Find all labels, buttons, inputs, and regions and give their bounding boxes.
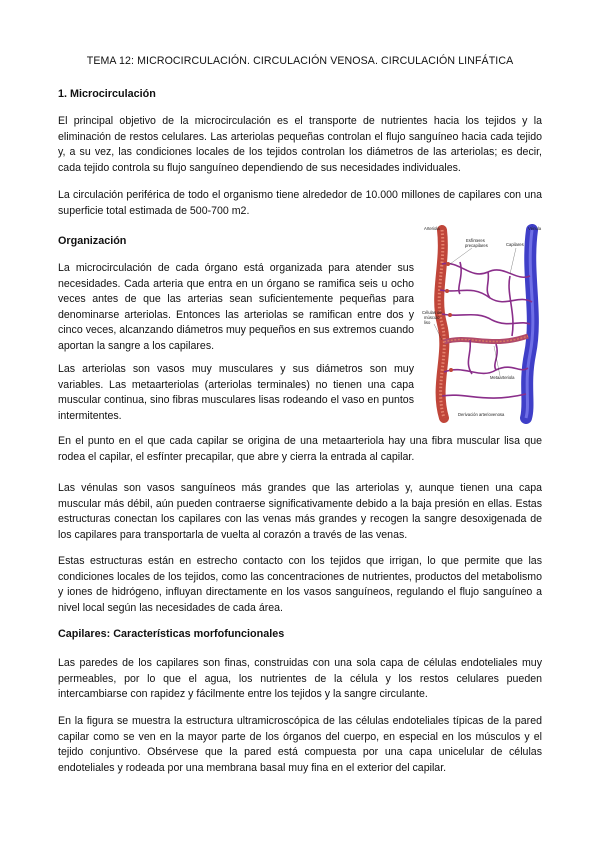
label-derivacion: Derivación arteriovenosa bbox=[458, 412, 505, 417]
paragraph-org-2: Las arteriolas son vasos muy musculares y sus diámetros son muy variables. Las metaarteriolas (arteriolas terminales) no tienen una capa muscular continua, sino fibras musculares lisas rodeando el vaso en puntos intermitentes. bbox=[58, 363, 414, 422]
paragraph-micro-1: El principal objetivo de la microcirculación es el transporte de nutrientes hacia los tejidos y la eliminación de restos celulares. Las arteriolas pequeñas controlan el flujo sanguíneo hacia cada tejido y, a su vez, las condiciones locales de los tejidos controlan los diámetros de las arteriolas; es decir, cada tejido controla su flujo sanguíneo dependiendo de sus necesidades individuales. bbox=[58, 115, 542, 174]
page-title: TEMA 12: MICROCIRCULACIÓN. CIRCULACIÓN VENOSA. CIRCULACIÓN LINFÁTICA bbox=[86, 55, 514, 67]
paragraph-micro-2: La circulación periférica de todo el organismo tiene alrededor de 10.000 millones de capilares con una superficie total estimada de 500-700 m2. bbox=[58, 189, 542, 217]
label-liso: liso bbox=[424, 320, 431, 325]
label-capilares: Capilares bbox=[506, 242, 524, 247]
paragraph-cap-1: Las paredes de los capilares son finas, construidas con una sola capa de células endoteliales muy permeables, por lo que el agua, los nutrientes de la célula y los restos celulares pueden intercambiarse con rapidez y fácilmente entre los tejidos y la sangre circulante. bbox=[58, 657, 542, 701]
microcirculation-illustration bbox=[420, 224, 550, 424]
paragraph-org-4: Las vénulas son vasos sanguíneos más grandes que las arteriolas y, aunque tienen una capa muscular más débil, aún pueden contraerse significativamente debido a la baja presión en ellas. Estas estructuras conectan los capilares con las venas más grandes y recogen la sangre desoxigenada de los capilares para transportarla de vuelta al corazón a través de las venas. bbox=[58, 482, 542, 541]
heading-organizacion: Organización bbox=[58, 235, 127, 247]
label-precapilares: precapilares bbox=[465, 243, 488, 248]
paragraph-org-1: La microcirculación de cada órgano está organizada para atender sus necesidades. Cada arteria que entra en un órgano se ramifica seis u ocho veces antes de que las arterias sean suficientemente pequeñas para denominarse arteriolas. Entonces las arteriolas se ramifican entre dos y cinco veces, alcanzando diámetros muy pequeños en sus extremos cuando aportan la sangre a los capilares. bbox=[58, 262, 414, 352]
heading-capilares: Capilares: Características morfofuncionales bbox=[58, 628, 285, 640]
paragraph-org-5: Estas estructuras están en estrecho contacto con los tejidos que irrigan, lo que permite que las condiciones locales de los tejidos, como las concentraciones de nutrientes, productos del metabolismo y iones de hidrógeno, influyan directamente en los vasos sanguíneos, regulando el flujo sanguíneo a nivel local según las necesidades de cada área. bbox=[58, 555, 542, 614]
label-celulas-de: Células de bbox=[422, 310, 442, 315]
capillary-network bbox=[440, 262, 532, 398]
paragraph-cap-2: En la figura se muestra la estructura ultramicroscópica de las células endoteliales típicas de la pared capilar como se ven en la mayor parte de los órganos del cuerpo, en especial en los músculos y el tejido conjuntivo. Obsérvese que la pared está compuesta por una capa unicelular de células endoteliales y rodeada por una membrana basal muy fina en el exterior del capilar. bbox=[58, 715, 542, 774]
label-venula: Vénula bbox=[528, 226, 542, 231]
label-metaarteriola: Metaarteriola bbox=[490, 375, 515, 380]
microcirculation-figure bbox=[420, 224, 550, 424]
heading-microcirculacion: 1. Microcirculación bbox=[58, 88, 156, 100]
label-arteriola: Arteriola bbox=[424, 226, 440, 231]
label-musculo: músculo bbox=[424, 315, 440, 320]
label-esfinteres: Esfínteres bbox=[466, 238, 485, 243]
paragraph-org-3: En el punto en el que cada capilar se origina de una metaarteriola hay una fibra muscular lisa que rodea el capilar, el esfínter precapilar, que abre y cierra la entrada al capilar. bbox=[58, 435, 542, 463]
